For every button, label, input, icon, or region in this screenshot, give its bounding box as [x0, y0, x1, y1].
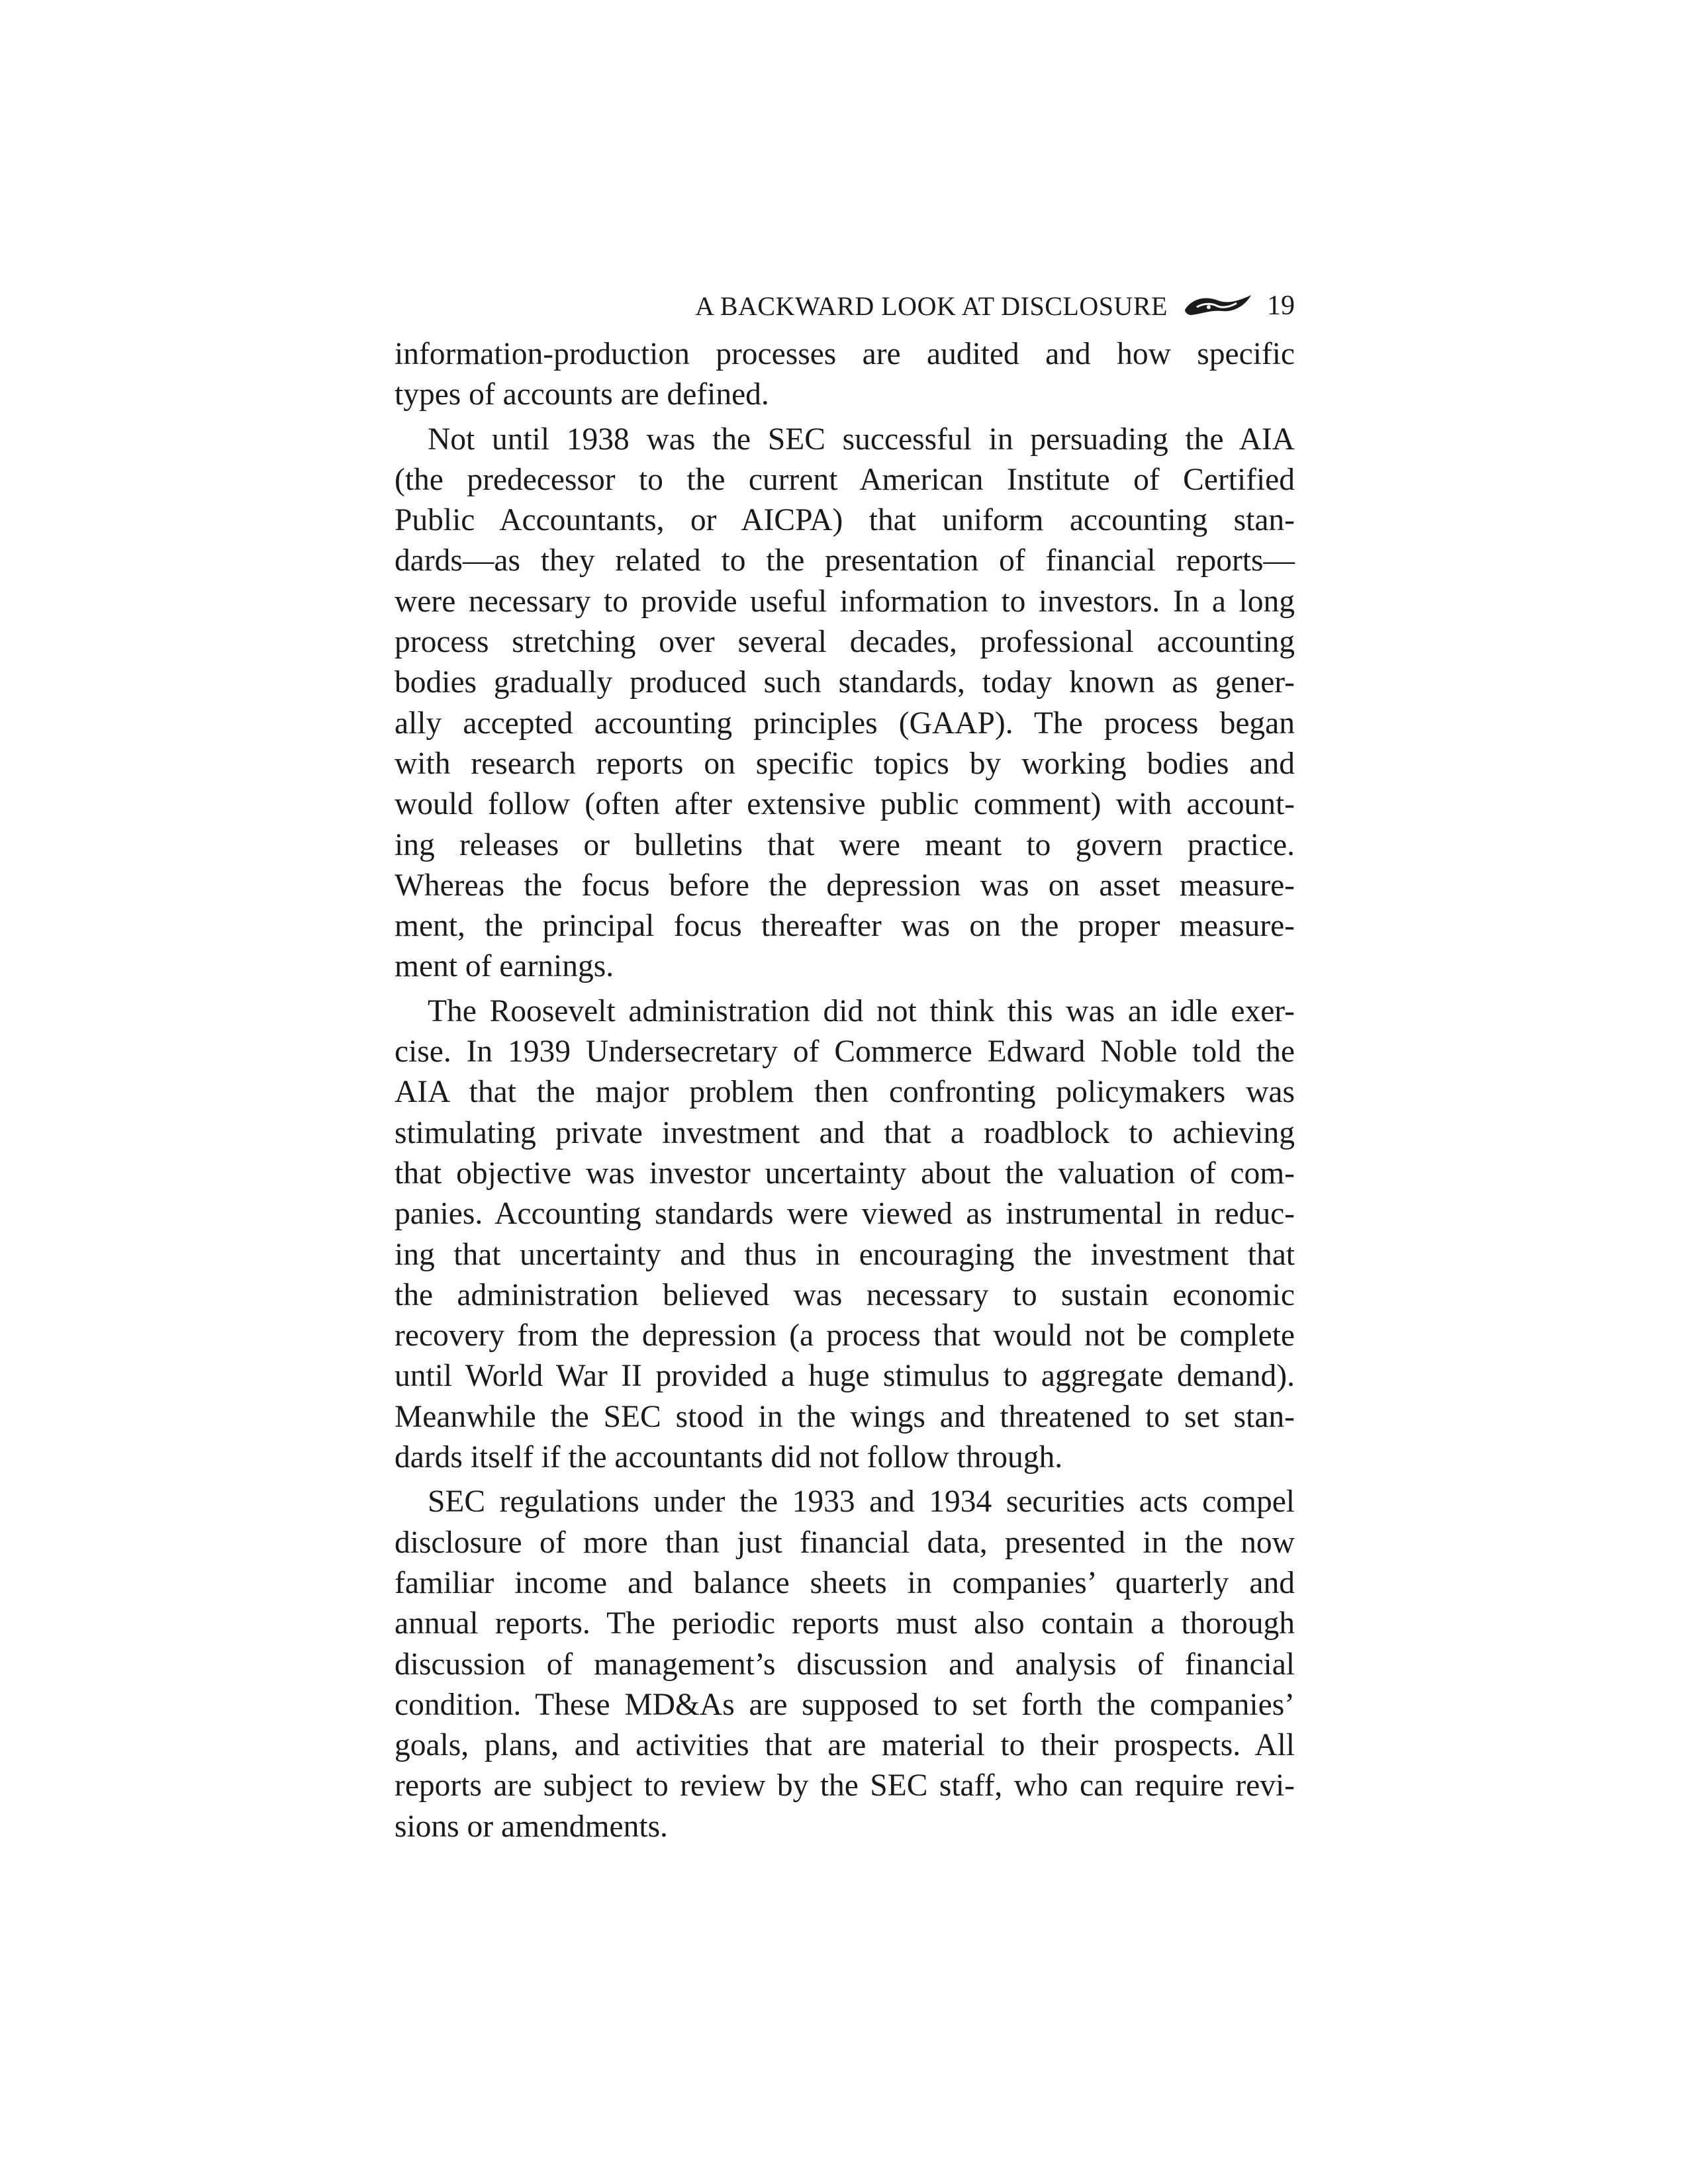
- paragraph-2: [395, 420, 1295, 987]
- paragraph-4: [395, 1482, 1295, 1847]
- text-line: bodies gradually produced such standards, today known as gener-: [395, 665, 1295, 700]
- running-title: A BACKWARD LOOK AT DISCLOSURE: [695, 291, 1168, 321]
- text-line: Not until 1938 was the SEC successful in persuading the AIA: [428, 422, 1295, 457]
- text-line: until World War II provided a huge stimulus to aggregate demand).: [395, 1359, 1295, 1394]
- text-line: ally accepted accounting principles (GAAP). The process began: [395, 705, 1295, 741]
- text-line: the administration believed was necessary to sustain economic: [395, 1277, 1295, 1312]
- paragraph-1: [395, 334, 1295, 416]
- text-line: cise. In 1939 Undersecretary of Commerce Edward Noble told the: [395, 1034, 1295, 1069]
- text-line: recovery from the depression (a process that would not be complete: [395, 1318, 1295, 1353]
- text-line: goals, plans, and activities that are material to their prospects. All: [395, 1728, 1295, 1763]
- text-line: stimulating private investment and that a roadblock to achieving: [395, 1115, 1295, 1150]
- text-line: disclosure of more than just financial data, presented in the now: [395, 1525, 1295, 1560]
- text-line: information-production processes are audited and how specific: [395, 337, 1295, 371]
- running-head: [395, 286, 1295, 326]
- text-line: types of accounts are defined.: [395, 377, 769, 412]
- text-line: Meanwhile the SEC stood in the wings and threatened to set stan-: [395, 1399, 1295, 1434]
- text-line: reports are subject to review by the SEC staff, who can require revi-: [395, 1768, 1295, 1803]
- text-line: process stretching over several decades, professional accounting: [395, 625, 1295, 660]
- text-line: The Roosevelt administration did not think this was an idle exer-: [428, 993, 1295, 1028]
- ornament-icon: [1182, 293, 1254, 319]
- text-line: sions or amendments.: [395, 1809, 668, 1844]
- text-line: SEC regulations under the 1933 and 1934 securities acts compel: [428, 1484, 1295, 1520]
- text-line: familiar income and balance sheets in companies’ quarterly and: [395, 1565, 1295, 1600]
- paragraph-3: [395, 991, 1295, 1479]
- text-line: dards—as they related to the presentation of financial reports—: [395, 543, 1295, 578]
- text-line: (the predecessor to the current American Institute of Certified: [395, 462, 1295, 497]
- text-line: condition. These MD&As are supposed to set forth the companies’: [395, 1687, 1295, 1722]
- text-line: ing that uncertainty and thus in encouraging the investment that: [395, 1237, 1295, 1272]
- text-line: panies. Accounting standards were viewed as instrumental in reduc-: [395, 1197, 1295, 1232]
- text-line: Public Accountants, or AICPA) that uniform accounting stan-: [395, 503, 1295, 538]
- text-line: discussion of management’s discussion and analysis of financial: [395, 1647, 1295, 1682]
- text-line: with research reports on specific topics by working bodies and: [395, 746, 1295, 781]
- body-text: [395, 334, 1295, 1847]
- text-line: Whereas the focus before the depression was on asset measure-: [395, 868, 1295, 903]
- text-line: that objective was investor uncertainty about the valuation of com-: [395, 1156, 1295, 1191]
- text-line: ment, the principal focus thereafter was on the proper measure-: [395, 909, 1295, 944]
- text-line: dards itself if the accountants did not follow through.: [395, 1440, 1063, 1475]
- text-line: annual reports. The periodic reports must also contain a thorough: [395, 1606, 1295, 1641]
- page-number: 19: [1267, 291, 1295, 321]
- text-line: ing releases or bulletins that were meant to govern practice.: [395, 827, 1295, 862]
- text-line: AIA that the major problem then confronting policymakers was: [395, 1075, 1295, 1110]
- text-line: were necessary to provide useful information to investors. In a long: [395, 584, 1295, 619]
- text-line: would follow (often after extensive public comment) with account-: [395, 787, 1295, 822]
- text-line: ment of earnings.: [395, 949, 614, 984]
